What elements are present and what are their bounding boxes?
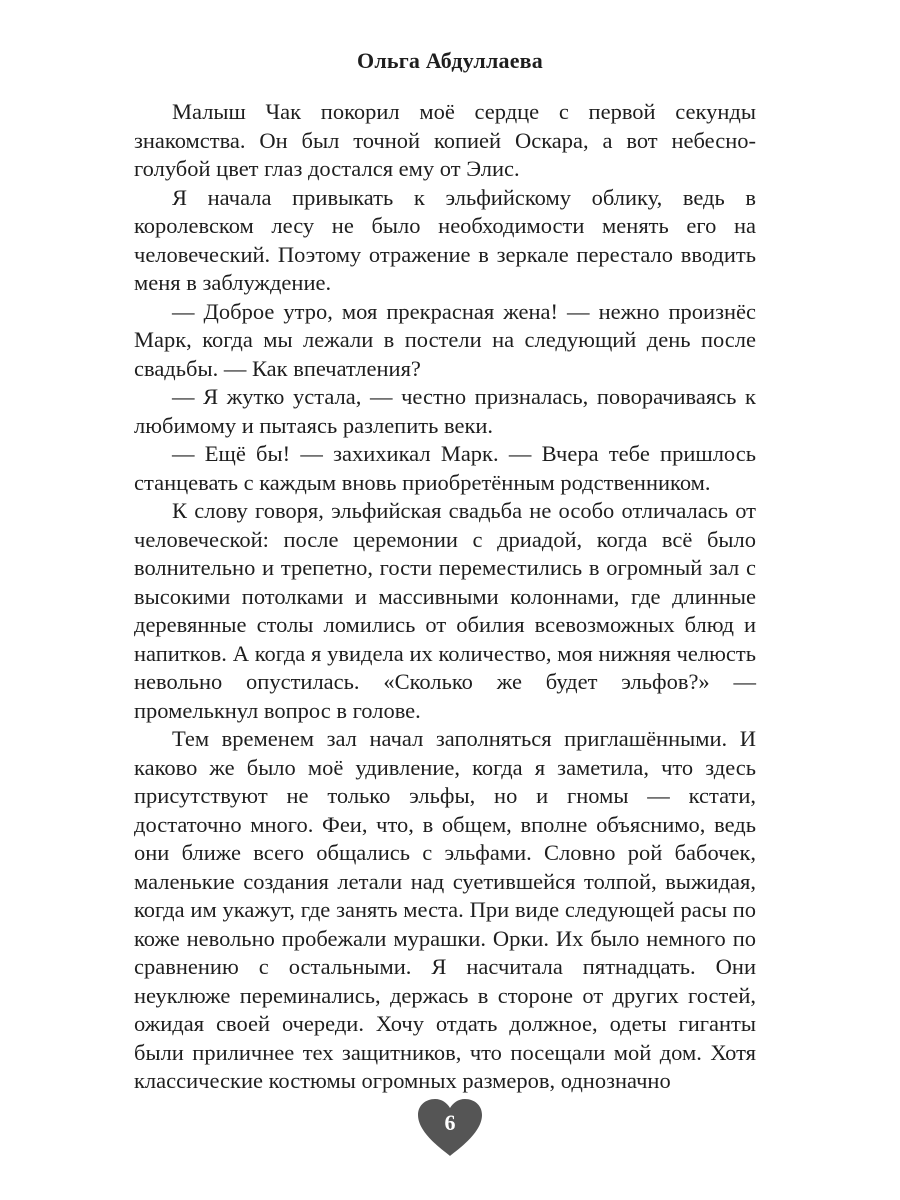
paragraph-6: К слову говоря, эльфийская свадьба не особо отличалась от человеческой: после церемонии с дриадой, когда всё было волнительно и трепетно, гости переместились в огромный зал с высокими потолками и массивными колоннами, где длинные деревянные столы ломились от обилия всевозможных блюд и напитков. А когда я увидела их количество, моя нижняя челюсть невольно опустилась. «Сколько же будет эльфов?» — промелькнул вопрос в голове. [134, 498, 756, 723]
page-number: 6 [444, 1110, 456, 1135]
paragraph-1: Малыш Чак покорил моё сердце с первой секунды знакомства. Он был точной копией Оскара, а вот небесно-голубой цвет глаз достался ему от Элис. [134, 99, 756, 181]
paragraph-5: — Ещё бы! — захихикал Марк. — Вчера тебе пришлось станцевать с каждым вновь приобретённым родственником. [134, 441, 756, 495]
page-body-text [134, 98, 756, 1096]
page-header-author: Ольга Абдуллаева [357, 48, 543, 73]
page-number-badge [416, 1098, 484, 1158]
paragraph-3: — Доброе утро, моя прекрасная жена! — нежно произнёс Марк, когда мы лежали в постели на следующий день после свадьбы. — Как впечатления? [134, 298, 756, 381]
paragraph-4: — Я жутко устала, — честно призналась, поворачиваясь к любимому и пытаясь разлепить веки. [134, 384, 756, 438]
paragraph-7: Тем временем зал начал заполняться приглашёнными. И каково же было моё удивление, когда я заметила, что здесь присутствуют не только эльфы, но и гномы — кстати, достаточно много. Феи, что, в общем, вполне объяснимо, ведь они ближе всего общались с эльфами. Словно рой бабочек, маленькие создания летали над суетившейся толпой, выжидая, когда им укажут, где занять места. При виде следующей расы по коже невольно пробежали мурашки. Орки. Их было немного по сравнению с остальными. Я насчитала пятнадцать. Они неуклюже переминались, держась в стороне от других гостей, ожидая своей очереди. Хочу отдать должное, одеты гиганты были приличнее тех защитников, что посещали мой дом. Хотя классические костюмы огромных размеров, однозначно [134, 726, 756, 1093]
paragraph-2: Я начала привыкать к эльфийскому облику, ведь в королевском лесу не было необходимости менять его на человеческий. Поэтому отражение в зеркале перестало вводить меня в заблуждение. [134, 184, 756, 295]
